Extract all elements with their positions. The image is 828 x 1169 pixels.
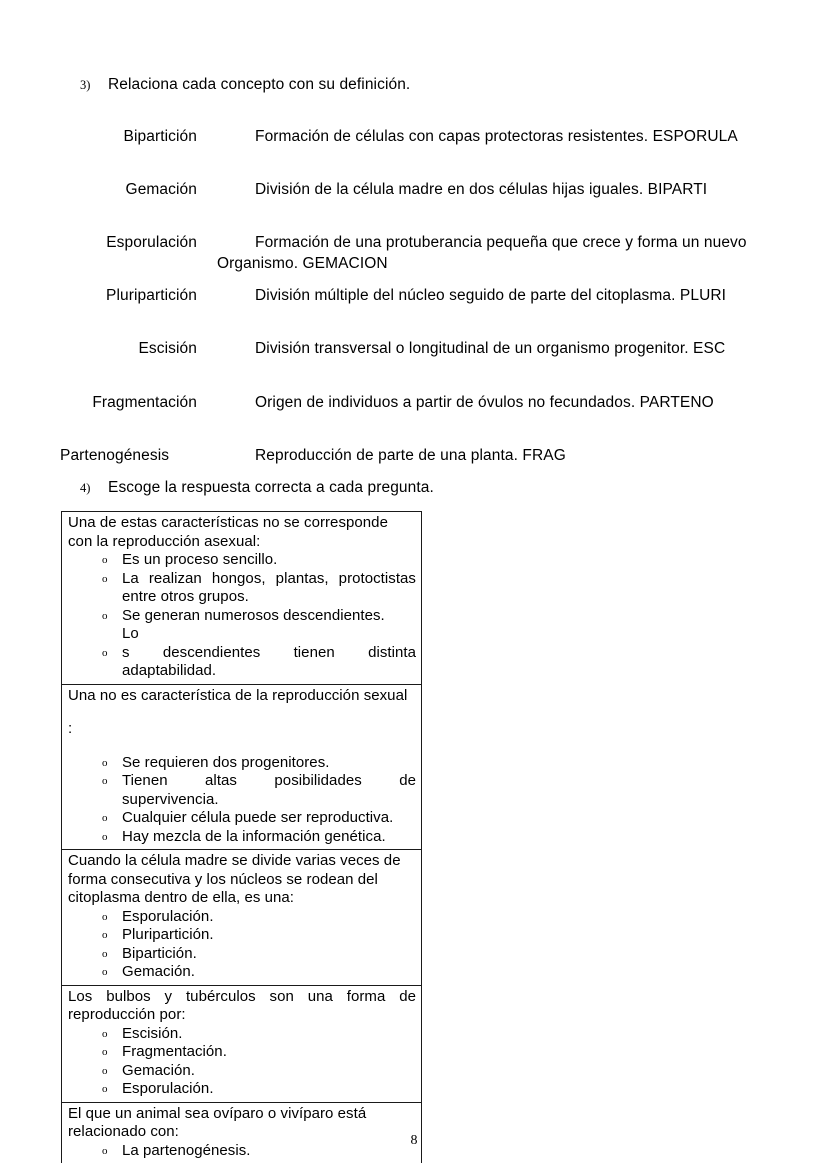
question-4-prompt: Escoge la respuesta correcta a cada pregunta. bbox=[108, 479, 434, 496]
matching-term: Partenogénesis bbox=[60, 447, 170, 464]
question-stem-line: citoplasma dentro de ella, es una: bbox=[68, 889, 295, 906]
orphan-text-line-wrapper bbox=[68, 625, 416, 644]
option-list bbox=[68, 1025, 416, 1099]
option-label: Fragmentación. bbox=[122, 1043, 227, 1060]
bullet-icon: o bbox=[102, 609, 108, 622]
multiple-choice-item bbox=[62, 850, 421, 986]
option-list bbox=[68, 908, 416, 982]
matching-term: Bipartición bbox=[123, 128, 197, 145]
question-stem-colon: : bbox=[68, 720, 73, 737]
bullet-icon: o bbox=[102, 756, 108, 769]
bullet-icon: o bbox=[102, 646, 108, 659]
matching-term: Esporulación bbox=[106, 234, 197, 251]
multiple-choice-item bbox=[62, 512, 421, 685]
option-label: Tienen altas posibilidades de supervivencia. bbox=[122, 772, 416, 808]
bullet-icon: o bbox=[102, 775, 108, 787]
option-item[interactable] bbox=[68, 607, 416, 626]
bullet-icon: o bbox=[102, 1027, 108, 1040]
option-label: La partenogénesis. bbox=[122, 1141, 251, 1159]
matching-definition: Reproducción de parte de una planta. FRAG bbox=[255, 447, 566, 464]
page-number: 8 bbox=[410, 1133, 418, 1148]
option-list bbox=[68, 754, 416, 847]
option-label: Se generan numerosos descendientes. bbox=[122, 606, 385, 624]
option-label: Escisión. bbox=[122, 1024, 183, 1042]
question-stem-line: relacionado con: bbox=[68, 1123, 179, 1140]
question-stem: Una de estas características no se corresponde bbox=[68, 514, 388, 531]
option-item[interactable] bbox=[68, 644, 416, 681]
matching-term: Pluripartición bbox=[106, 287, 197, 304]
question-3-number: 3) bbox=[80, 78, 91, 92]
option-label: Es un proceso sencillo. bbox=[122, 551, 278, 568]
option-item[interactable] bbox=[68, 570, 416, 607]
question-stem-line: forma consecutiva y los núcleos se rodean del bbox=[68, 870, 378, 888]
question-stem: Los bulbos y tubérculos son una forma de reproducción por: bbox=[68, 987, 416, 1023]
matching-definition: División múltiple del núcleo seguido de parte del citoplasma. PLURI bbox=[255, 287, 727, 304]
matching-term: Gemación bbox=[125, 181, 197, 198]
option-item[interactable] bbox=[68, 1080, 416, 1099]
option-label: Bipartición. bbox=[122, 944, 197, 962]
option-label: s descendientes tienen distinta adaptabilidad. bbox=[122, 643, 416, 679]
option-label: Pluripartición. bbox=[122, 926, 214, 943]
multiple-choice-item bbox=[62, 986, 421, 1103]
matching-definition: Origen de individuos a partir de óvulos no fecundados. PARTENO bbox=[255, 394, 714, 411]
option-label: Esporulación. bbox=[122, 907, 214, 925]
bullet-icon: o bbox=[102, 947, 108, 960]
bullet-icon: o bbox=[102, 1083, 108, 1095]
bullet-icon: o bbox=[102, 1144, 108, 1157]
option-label: Hay mezcla de la información genética. bbox=[122, 827, 386, 845]
option-item[interactable] bbox=[68, 772, 416, 809]
option-label: La realizan hongos, plantas, protoctistas entre otros grupos. bbox=[122, 569, 416, 605]
option-label: Se requieren dos progenitores. bbox=[122, 753, 330, 771]
option-item[interactable] bbox=[68, 908, 416, 927]
question-stem-line: con la reproducción asexual: bbox=[68, 532, 261, 550]
bullet-icon: o bbox=[102, 830, 108, 843]
option-list bbox=[68, 551, 416, 681]
option-label: Esporulación. bbox=[122, 1080, 214, 1097]
question-4-number: 4) bbox=[80, 481, 91, 495]
option-item[interactable] bbox=[68, 945, 416, 964]
option-label: Gemación. bbox=[122, 963, 195, 980]
option-item[interactable] bbox=[68, 926, 416, 945]
question-stem: Una no es característica de la reproducción sexual bbox=[68, 686, 408, 704]
matching-definition: División de la célula madre en dos células hijas iguales. BIPARTI bbox=[255, 181, 708, 198]
matching-definition: Formación de células con capas protectoras resistentes. ESPORULA bbox=[255, 128, 738, 145]
option-item[interactable] bbox=[68, 754, 416, 773]
bullet-icon: o bbox=[102, 554, 108, 566]
option-label: Cualquier célula puede ser reproductiva. bbox=[122, 809, 394, 826]
option-item[interactable] bbox=[68, 828, 416, 847]
bullet-icon: o bbox=[102, 910, 108, 923]
question-stem: El que un animal sea ovíparo o vivíparo está bbox=[68, 1104, 367, 1122]
option-item[interactable] bbox=[68, 1025, 416, 1044]
bullet-icon: o bbox=[102, 929, 108, 941]
option-item[interactable] bbox=[68, 1043, 416, 1062]
option-item[interactable] bbox=[68, 1062, 416, 1081]
option-item[interactable] bbox=[68, 963, 416, 982]
matching-definition-line2: Organismo. GEMACION bbox=[217, 255, 388, 272]
matching-term: Escisión bbox=[138, 340, 197, 357]
matching-term: Fragmentación bbox=[92, 394, 197, 411]
question-stem: Cuando la célula madre se divide varias veces de bbox=[68, 852, 401, 869]
question-4-heading bbox=[80, 479, 434, 497]
bullet-icon: o bbox=[102, 572, 108, 585]
bullet-icon: o bbox=[102, 1064, 108, 1077]
orphan-text-line: Lo bbox=[122, 625, 139, 642]
bullet-icon: o bbox=[102, 1046, 108, 1058]
bullet-icon: o bbox=[102, 812, 108, 824]
option-item[interactable] bbox=[68, 809, 416, 828]
matching-definition: Formación de una protuberancia pequeña que crece y forma un nuevo bbox=[255, 234, 747, 251]
option-label: Gemación. bbox=[122, 1061, 195, 1079]
multiple-choice-item bbox=[62, 685, 421, 851]
matching-definition: División transversal o longitudinal de un organismo progenitor. ESC bbox=[255, 340, 726, 357]
bullet-icon: o bbox=[102, 966, 108, 978]
question-3-heading bbox=[80, 76, 410, 94]
option-item[interactable] bbox=[68, 551, 416, 570]
question-3-prompt: Relaciona cada concepto con su definición. bbox=[108, 76, 411, 93]
multiple-choice-table bbox=[61, 511, 422, 1163]
